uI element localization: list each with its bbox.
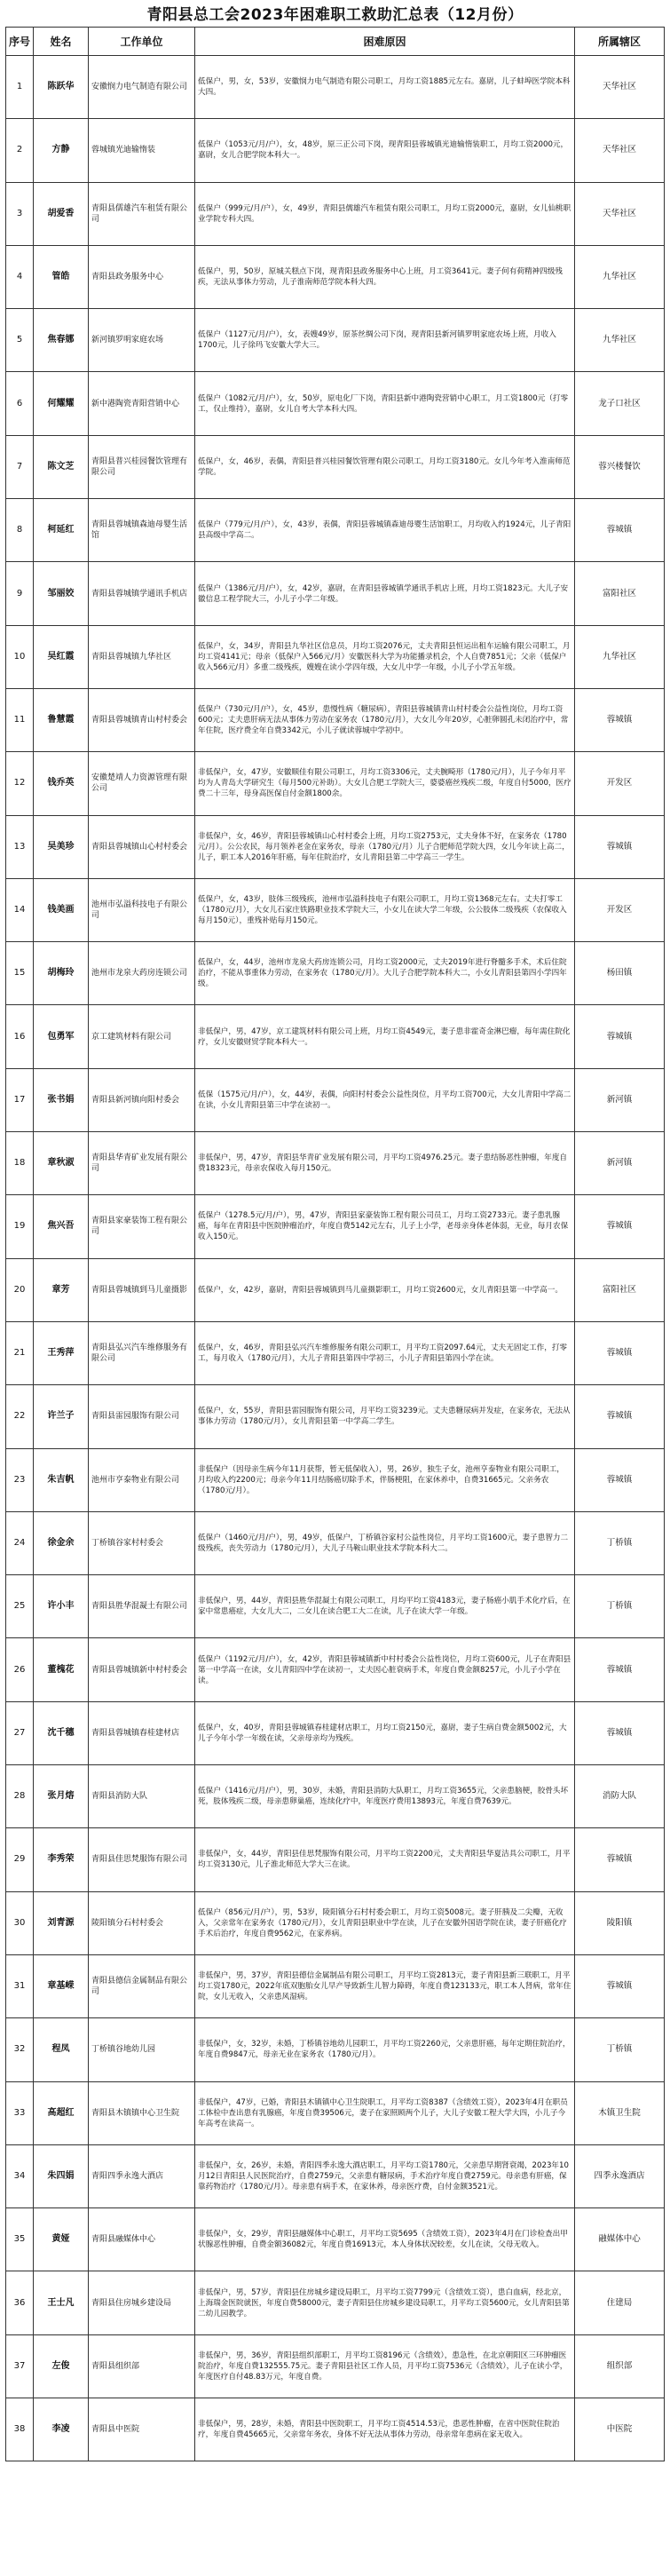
table-row [6,2271,665,2334]
hardship-reason: 低保户（1386元/月/户），女，42岁，嘉尉，在青阳县蓉城镇学通讯手机店上班，月均工资1823元。大儿子安徽信息工程学院大三，小儿子小学二年级。 [195,562,575,625]
district: 蓉城镇 [575,1701,665,1764]
person-name: 沈千穗 [34,1701,89,1764]
person-name: 方静 [34,119,89,182]
row-index: 7 [6,435,34,498]
row-index: 4 [6,245,34,308]
row-index: 31 [6,1954,34,2017]
row-index: 3 [6,182,34,245]
table-row [6,2208,665,2271]
table-row [6,1701,665,1764]
person-name: 王士凡 [34,2271,89,2334]
hardship-reason: 低保户，女，34岁，青阳县九华社区信息员，月均工资2076元，丈夫青阳县恒运出租车运输有限公司职工，月均工资4141元；母亲（低保户入566元/月）安徽医科大学为功能播录机会，个人自费7851元；父亲（低保户收入566元/月）多重二级残疾，嫂嫂在读小学四年级，大女儿中学一年级，小儿子小学五年级。 [195,625,575,688]
person-name: 刘青源 [34,1891,89,1954]
district: 四季永逸酒店 [575,2144,665,2207]
work-unit: 青阳县德信金属制品有限公司 [89,1954,195,2017]
table-row [6,688,665,751]
row-index: 35 [6,2208,34,2271]
row-index: 20 [6,1258,34,1321]
work-unit: 青阳县融媒体中心 [89,2208,195,2271]
table-row [6,1638,665,1701]
district: 蓉城镇 [575,815,665,878]
person-name: 鲁慧霞 [34,688,89,751]
district: 天华社区 [575,56,665,119]
row-index: 11 [6,688,34,751]
hardship-reason: 低保户（1192元/月/户），女，42岁，青阳县蓉城镇新中村村委会公益性岗位，月均工资600元，儿子在青阳县第一中学高一在读，女儿青阳四中学在读初一，丈夫因心脏衰病手术，年度自费金额8257元，小儿子小学在读。 [195,1638,575,1701]
hardship-reason: 低保户，女，55岁，青阳县雷园服饰有限公司，月平均工资3239元。丈夫患糖尿病并发症，在家务农，无法从事体力劳动（1780元/月），女儿青阳县第一中学高二学生。 [195,1385,575,1448]
hardship-reason: 非低保户（因母亲生病今年11月获帮，暂无低保收入），男，26岁，独生子女，池州亨泰物业有限公司职工，月均收入约2200元；母亲今年11月结肠癌切除手术，伴肠梗阻，在家休养中，自费31665元。父亲务农（1780元/月）。 [195,1448,575,1511]
person-name: 朱吉帆 [34,1448,89,1511]
work-unit: 青阳县佳思梵服饰有限公司 [89,1828,195,1891]
district: 龙子口社区 [575,372,665,435]
table-row [6,119,665,182]
hardship-reason: 非低保户，男，44岁，青阳县胜华混凝土有限公司职工，月均平均工资4183元，妻子肠癌小肌手术化疗后，在家中常患癌症，大女儿大二，二女儿在读合肥工大二在读，儿子在读大学一年级。 [195,1575,575,1638]
table-row [6,2144,665,2207]
hardship-reason: 低保（1575元/月/户），女，44岁，表偶，向阳村村委会公益性岗位，月平均工资700元，大女儿青阳中学高二在读，小女儿青阳县第三中学在读初一。 [195,1068,575,1131]
row-index: 17 [6,1068,34,1131]
hardship-reason: 非低保户，女，47岁，安徽顺佳有限公司职工，月均工资3306元，丈夫腕畸形（1780元/月），儿子今年月平均为人青岛大学研究生（每月500元补助）。大女儿合肥工学院大三，婆婆癌丝残疾二级，年度自付5000，医疗费二十三年，母身高医保自付金额1800余。 [195,752,575,815]
district: 组织部 [575,2334,665,2398]
row-index: 32 [6,2018,34,2081]
table-row [6,1321,665,1384]
hardship-reason: 非低保户，女，29岁，青阳县融媒体中心职工，月平均工资5695（含绩效工资），2023年4月在门诊检查出甲状腺恶性肿瘤，自费金额36082元，年度自费16913元，本人身体状况较差，女儿在读，父母无收入。 [195,2208,575,2271]
table-row [6,1258,665,1321]
hardship-reason: 非低保户，男，57岁，青阳县住房城乡建设局职工，月平均工资7799元（含绩效工资），患白血病，经北京，上海瑞金医院就医，年度自费58000元，妻子青阳县住房城乡建设局职工，月平均工资5600元，女儿青阳县第二幼儿园教学。 [195,2271,575,2334]
row-index: 37 [6,2334,34,2398]
work-unit: 池州市弘溢科技电子有限公司 [89,878,195,941]
work-unit: 青阳县胜华混凝土有限公司 [89,1575,195,1638]
table-row [6,435,665,498]
hardship-reason: 低保户，女，43岁，肢体三级残疾，池州市弘溢科技电子有限公司职工，月均工资1368元左右。丈夫打零工（1780元/月），大女儿石家庄铁路职业技术学院大三，小女儿在读大学二年级，公公肢体二级残疾（农保收入每月150元），重残补贴每月150元。 [195,878,575,941]
table-row [6,1448,665,1511]
district: 富阳社区 [575,562,665,625]
district: 蓉城镇 [575,1005,665,1068]
header-hardship-reason: 困难原因 [195,28,575,56]
work-unit: 安徽悯力电气制造有限公司 [89,56,195,119]
person-name: 黄娅 [34,2208,89,2271]
row-index: 33 [6,2081,34,2144]
table-row [6,1068,665,1131]
district: 丁桥镇 [575,1575,665,1638]
work-unit: 青阳县蓉城镇新中村村委会 [89,1638,195,1701]
district: 天华社区 [575,182,665,245]
hardship-reason: 非低保户，男，47岁，京工建筑材料有限公司上班，月均工资4549元，妻子患非霍奇金淋巴瘤，每年需住院化疗，女儿安徽财贸学院本科大一。 [195,1005,575,1068]
hardship-reason: 低保户（779元/月/户），女，43岁，表偶，青阳县蓉城镇森迪母婴生活馆职工，月均收入约1924元，儿子青阳县高级中学高二。 [195,499,575,562]
person-name: 陈跃华 [34,56,89,119]
table-row [6,562,665,625]
row-index: 21 [6,1321,34,1384]
table-row [6,942,665,1005]
hardship-reason: 低保户，女，42岁，嘉尉，青阳县蓉城镇到马儿童摄影职工，月均工资2600元，女儿青阳县第一中学高一。 [195,1258,575,1321]
table-row [6,1954,665,2017]
row-index: 28 [6,1765,34,1828]
row-index: 10 [6,625,34,688]
hardship-reason: 非低保户，女，26岁，未婚，青阳四季永逸大酒店职工，月平均工资1780元，父亲患早期肾衰竭，2023年10月12日青阳县人民医院治疗，自费2759元，父亲患有糖尿病，手术治疗年度自费2759元。母亲患有肝癌，保靠药物治疗（1780元/月）。母亲患有病手术，在家休养，母亲医疗费，自付金额3521元。 [195,2144,575,2207]
district: 融媒体中心 [575,2208,665,2271]
hardship-reason: 低保户（999元/月/户），女，49岁，青阳县儒雄汽车租赁有限公司职工，月均工资2000元，嘉尉，女儿仙桃职业学院专科大四。 [195,182,575,245]
person-name: 章芳 [34,1258,89,1321]
person-name: 程凤 [34,2018,89,2081]
person-name: 钱乔英 [34,752,89,815]
header-district: 所属辖区 [575,28,665,56]
work-unit: 青阳县儒雄汽车租赁有限公司 [89,182,195,245]
table-row [6,1575,665,1638]
hardship-reason: 低保户，女，44岁，池州市龙泉大药房连锁公司，月均工资2000元，丈夫2019年进行脊髓多手术，术后住院治疗，不能从事重体力劳动，在家务农（1780元/月）。大儿子合肥学院本科大二，小女儿青阳县第四小学四年级。 [195,942,575,1005]
table-row [6,752,665,815]
row-index: 14 [6,878,34,941]
work-unit: 青阳县组织部 [89,2334,195,2398]
hardship-reason: 低保户，女，40岁，青阳县蓉城镇春桂建材店职工，月均工资2150元，嘉尉，妻子生病自费金额5002元，大儿子今年小学一年级在读，父亲母亲均为残疾。 [195,1701,575,1764]
person-name: 李凌 [34,2398,89,2461]
table-row [6,815,665,878]
person-name: 许小丰 [34,1575,89,1638]
hardship-reason: 非低保户，男，28岁，未婚，青阳县中医院职工，月平均工资4514.53元，患恶性肿瘤，在省中医院住院治疗，年度自费45665元，父亲常年务农，身体不好无法从事体力劳动，母亲常年患病在家无收入。 [195,2398,575,2461]
table-row [6,878,665,941]
header-name: 姓名 [34,28,89,56]
work-unit: 青阳县木镇镇中心卫生院 [89,2081,195,2144]
district: 天华社区 [575,119,665,182]
relief-summary-table [5,27,665,2461]
district: 蓉城镇 [575,1195,665,1258]
person-name: 陈文芝 [34,435,89,498]
person-name: 邹丽姣 [34,562,89,625]
hardship-reason: 低保户（1278.5元/月/户），男，47岁，青阳县家豪装饰工程有限公司员工，月均工资2733元。妻子患乳腺癌，每年在青阳县中医院肿瘤治疗，年度自费5142元左右，儿子上小学，老母亲身体老体弱，无业，每月农保收入150元。 [195,1195,575,1258]
work-unit: 青阳县蓉城镇山心村村委会 [89,815,195,878]
person-name: 吴美珍 [34,815,89,878]
row-index: 27 [6,1701,34,1764]
table-row [6,2398,665,2461]
header-work-unit: 工作单位 [89,28,195,56]
district: 新河镇 [575,1132,665,1195]
district: 蓉城镇 [575,1954,665,2017]
work-unit: 青阳县普兴桂园餐饮管理有限公司 [89,435,195,498]
work-unit: 安徽楚靖人力资源管理有限公司 [89,752,195,815]
table-row [6,1005,665,1068]
work-unit: 青阳四季永逸大酒店 [89,2144,195,2207]
person-name: 张月熔 [34,1765,89,1828]
hardship-reason: 非低保户，女，32岁，未婚，丁桥镇谷地幼儿园职工，月平均工资2260元，父亲患肝癌，每年定期住院治疗，年度自费9847元，母亲无业在家务农（1780元/月）。 [195,2018,575,2081]
district: 蓉城镇 [575,1385,665,1448]
table-row [6,56,665,119]
row-index: 34 [6,2144,34,2207]
person-name: 章基嵘 [34,1954,89,2017]
work-unit: 青阳县消防大队 [89,1765,195,1828]
table-row [6,1385,665,1448]
work-unit: 青阳县政务服务中心 [89,245,195,308]
row-index: 29 [6,1828,34,1891]
table-row [6,1511,665,1574]
district: 丁桥镇 [575,1511,665,1574]
hardship-reason: 非低保户，男，37岁，青阳县德信金属制品有限公司职工，月平均工资2813元，妻子青阳县新三联职工，月平均工资1780元，2022年底双胞胎女儿早产导致新生儿智力障碍，年度自费123133元，职工本人肾病，常年住院，女儿无收入，父亲患风湿病。 [195,1954,575,2017]
hardship-reason: 非低保户，女，46岁，青阳县蓉城镇山心村村委会上班，月均工资2753元，丈夫身体不好，在家务农（1780元/月）。公公农民，每月领养老金在家务农，母亲（1780元/月）儿子合肥师范学院大四，女儿今年读上高二，儿子，职工本人2016年肝癌，每年住院治疗，女儿青阳县第二中学高三一学生。 [195,815,575,878]
person-name: 吴红霞 [34,625,89,688]
work-unit: 池州市亨泰物业有限公司 [89,1448,195,1511]
work-unit: 陵阳镇分石村村委会 [89,1891,195,1954]
person-name: 左俊 [34,2334,89,2398]
person-name: 董槐花 [34,1638,89,1701]
work-unit: 青阳县住房城乡建设局 [89,2271,195,2334]
document-title: 青阳县总工会2023年困难职工救助汇总表（12月份） [146,6,524,24]
person-name: 胡梅玲 [34,942,89,1005]
table-row [6,372,665,435]
person-name: 朱四娟 [34,2144,89,2207]
row-index: 38 [6,2398,34,2461]
row-index: 30 [6,1891,34,1954]
hardship-reason: 低保户，女，46岁，表偶，青阳县普兴桂园餐饮管理有限公司职工，月均工资3180元。女儿今年考入淮南师范学院。 [195,435,575,498]
person-name: 焦兴吾 [34,1195,89,1258]
district: 蓉兴楼餐饮 [575,435,665,498]
row-index: 24 [6,1511,34,1574]
district: 中医院 [575,2398,665,2461]
work-unit: 新河镇罗明家庭农场 [89,309,195,372]
district: 新河镇 [575,1068,665,1131]
district: 蓉城镇 [575,1448,665,1511]
hardship-reason: 低保户（1460元/月/户），男，49岁，低保户，丁桥镇谷家村公益性岗位，月平均工资1600元，妻子患智力二级残疾，丧失劳动力（1780元/月），大儿子马鞍山职业技术学院本科大二。 [195,1511,575,1574]
work-unit: 京工建筑材料有限公司 [89,1005,195,1068]
district: 杨田镇 [575,942,665,1005]
hardship-reason: 非低保户，男，47岁，青阳县华青矿业发展有限公司，月平均工资4976.25元。妻子患结肠恶性肿瘤，年度自费18323元，母亲农保收入每月150元。 [195,1132,575,1195]
work-unit: 青阳县蓉城镇九华社区 [89,625,195,688]
hardship-reason: 非低保户，47岁，已婚，青阳县木镇镇中心卫生院职工，月平均工资8387（含绩效工资），2023年4月在职员工体检中查出患有乳腺癌，年度自费39506元，妻子在家照顾两个儿子，大儿子安徽工程大学大四，小儿子今年高考在读高一。 [195,2081,575,2144]
hardship-reason: 低保户（1053元/月/户），女，48岁，原三正公司下岗，现青阳县蓉城镇光迪输惰装职工，月均工资2000元，嘉尉，女儿合肥学院本科大一。 [195,119,575,182]
person-name: 张书娟 [34,1068,89,1131]
row-index: 5 [6,309,34,372]
table-row [6,2018,665,2081]
person-name: 王秀萍 [34,1321,89,1384]
district: 九华社区 [575,625,665,688]
district: 蓉城镇 [575,1321,665,1384]
row-index: 9 [6,562,34,625]
hardship-reason: 非低保户，男，36岁，青阳县组织部职工，月平均工资8196元（含绩效），患急性，在北京朝阳区三环肿瘤医院治疗，年度自费132555.75元。妻子青阳县社区工作人员，月平均工资7536元（含绩效），儿子在读小学，年度医疗自付48.83万元，年度自费。 [195,2334,575,2398]
row-index: 19 [6,1195,34,1258]
district: 九华社区 [575,245,665,308]
hardship-reason: 低保户（856元/月/户），男，53岁，陵阳镇分石村村委会职工，月均工资5008元。妻子肝胰及二尖瓣，无收入，父亲常年在家务农（1780元/月），女儿青阳县职业中学在读，儿子在安徽外国语学院在读，妻子肝癌化疗手术后治疗，年度自费9562元，在家养病。 [195,1891,575,1954]
person-name: 管皓 [34,245,89,308]
work-unit: 青阳县中医院 [89,2398,195,2461]
person-name: 焦春娜 [34,309,89,372]
table-row [6,245,665,308]
district: 消防大队 [575,1765,665,1828]
row-index: 22 [6,1385,34,1448]
work-unit: 青阳县雷园服饰有限公司 [89,1385,195,1448]
row-index: 2 [6,119,34,182]
table-row [6,625,665,688]
district: 丁桥镇 [575,2018,665,2081]
district: 开发区 [575,752,665,815]
work-unit: 新中港陶瓷青阳营销中心 [89,372,195,435]
work-unit: 青阳县蓉城镇学通讯手机店 [89,562,195,625]
header-index: 序号 [6,28,34,56]
table-row [6,1891,665,1954]
person-name: 许兰子 [34,1385,89,1448]
person-name: 高超红 [34,2081,89,2144]
hardship-reason: 低保户（1416元/月/户），男，30岁，未婚，青阳县消防大队职工，月均工资3655元，父亲患脑梗，胶骨头坏死，肢体残疾二级，母亲患卵巢癌，连续化疗中，年度医疗费用13893元，年度自费7639元。 [195,1765,575,1828]
hardship-reason: 低保户，女，46岁，青阳县弘兴汽车维修服务有限公司职工，月平均工资2097.64元，丈夫无固定工作，打零工，每月收入（1780元/月），大儿子青阳县第四中学初三，小儿子青阳县第四小学在读。 [195,1321,575,1384]
row-index: 26 [6,1638,34,1701]
work-unit: 青阳县蓉城镇森迪母婴生活馆 [89,499,195,562]
work-unit: 丁桥镇谷家村村委会 [89,1511,195,1574]
row-index: 12 [6,752,34,815]
row-index: 15 [6,942,34,1005]
person-name: 胡爱香 [34,182,89,245]
row-index: 6 [6,372,34,435]
district: 富阳社区 [575,1258,665,1321]
district: 蓉城镇 [575,499,665,562]
table-row [6,2334,665,2398]
work-unit: 青阳县弘兴汽车维修服务有限公司 [89,1321,195,1384]
work-unit: 青阳县新河镇向阳村委会 [89,1068,195,1131]
hardship-reason: 低保户（730元/月/户），女，45岁，患慢性病（糖尿病），青阳县蓉城镇青山村村委会公益性岗位，月均工资600元；丈夫患肝病无法从事体力劳动在家务农（1780元/月），大女儿今年20岁，心脏卵圆孔未闭治疗中，常年住院，医疗费全年自费3342元，小儿子就读蓉城中学初中。 [195,688,575,751]
work-unit: 池州市龙泉大药房连锁公司 [89,942,195,1005]
hardship-reason: 非低保户，女，44岁，青阳县佳思梵服饰有限公司，月平均工资2200元，丈夫青阳县华夏洁具公司职工，月平均工资3130元，儿子淮北师范大学大三在读。 [195,1828,575,1891]
district: 蓉城镇 [575,1828,665,1891]
person-name: 柯延红 [34,499,89,562]
district: 蓉城镇 [575,1638,665,1701]
row-index: 16 [6,1005,34,1068]
table-row [6,1828,665,1891]
person-name: 钱美画 [34,878,89,941]
person-name: 章秋淑 [34,1132,89,1195]
row-index: 13 [6,815,34,878]
work-unit: 青阳县华青矿业发展有限公司 [89,1132,195,1195]
person-name: 包勇军 [34,1005,89,1068]
row-index: 25 [6,1575,34,1638]
work-unit: 青阳县蓉城镇到马儿童摄影 [89,1258,195,1321]
table-row [6,2081,665,2144]
table-row [6,1195,665,1258]
table-row [6,499,665,562]
work-unit: 青阳县蓉城镇春桂建材店 [89,1701,195,1764]
table-row [6,182,665,245]
hardship-reason: 低保户，男，女，53岁，安徽悯力电气制造有限公司职工，月均工资1885元左右。嘉尉，儿子蚌埠医学院本科大四。 [195,56,575,119]
row-index: 8 [6,499,34,562]
work-unit: 蓉城镇光迪输惰装 [89,119,195,182]
table-row [6,309,665,372]
district: 蓉城镇 [575,688,665,751]
district: 木镇卫生院 [575,2081,665,2144]
row-index: 36 [6,2271,34,2334]
row-index: 1 [6,56,34,119]
district: 住建局 [575,2271,665,2334]
person-name: 李秀荣 [34,1828,89,1891]
district: 开发区 [575,878,665,941]
work-unit: 青阳县蓉城镇青山村村委会 [89,688,195,751]
district: 陵阳镇 [575,1891,665,1954]
person-name: 徐金余 [34,1511,89,1574]
district: 九华社区 [575,309,665,372]
hardship-reason: 低保户，男，50岁，原城关糕点下岗，现青阳县政务服务中心上班，月工资3641元。妻子何有荷精神四级残疾，无法从事体力劳动，儿子淮南师范学院本科大四。 [195,245,575,308]
person-name: 何耀耀 [34,372,89,435]
row-index: 18 [6,1132,34,1195]
hardship-reason: 低保户（1127元/月/户），女，表嫂49岁，原茶丝绸公司下岗，现青阳县新河镇罗明家庭农场上班，月收入1700元，儿子徐玛飞安徽大学大三。 [195,309,575,372]
table-row [6,1765,665,1828]
hardship-reason: 低保户（1082元/月/户），女，50岁，原电化厂下岗，青阳县新中港陶瓷营销中心职工，月工资1800元（打零工，仅止维持），嘉尉，女儿自考大学本科大四。 [195,372,575,435]
work-unit: 青阳县家豪装饰工程有限公司 [89,1195,195,1258]
table-header-row [6,28,665,56]
row-index: 23 [6,1448,34,1511]
table-row [6,1132,665,1195]
work-unit: 丁桥镇谷地幼儿园 [89,2018,195,2081]
